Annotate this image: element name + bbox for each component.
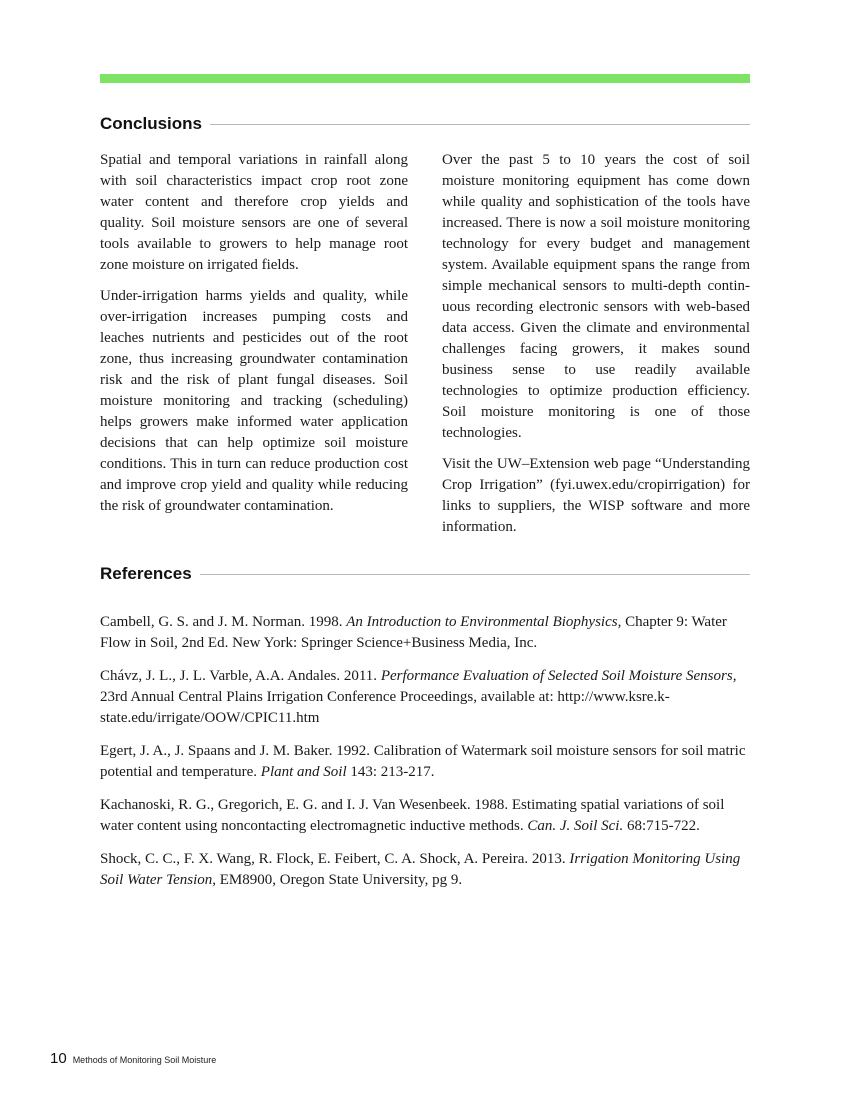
conclusions-paragraph: Spatial and temporal variations in rainfall along with soil characteristics impact crop root zone water content and therefore crop yields and quality. Soil moisture sensors are one of several tools available to growers to help manage root zone moisture on irrigated fields. xyxy=(100,152,408,273)
reference-item xyxy=(100,666,750,729)
reference-item xyxy=(100,795,750,837)
references-heading-rule xyxy=(200,574,750,575)
reference-text: Chávz, J. L., J. L. Varble, A.A. Andales. 2011. xyxy=(100,668,381,684)
reference-text: Chapter 9: Water Flow in Soil, 2nd Ed. New York: Springer Science+Business Media, Inc. xyxy=(100,614,727,651)
references-heading xyxy=(100,564,750,584)
reference-text: Egert, J. A., J. Spaans and J. M. Baker. 1992. Calibration of Watermark soil moisture sensors for soil matric potential and temperature. xyxy=(100,743,746,780)
reference-item xyxy=(100,849,750,891)
references-list xyxy=(100,612,750,903)
reference-text: Shock, C. C., F. X. Wang, R. Flock, E. Feibert, C. A. Shock, A. Pereira. 2013. xyxy=(100,851,570,867)
conclusions-heading-rule xyxy=(210,124,750,125)
reference-text: 68:715-722. xyxy=(623,818,700,834)
reference-text: 23rd Annual Central Plains Irrigation Conference Proceedings, available at: http://www.ksre.k-state.edu/irrigate/OOW/CPIC11.htm xyxy=(100,689,670,726)
reference-text: Kachanoski, R. G., Gregorich, E. G. and I. J. Van Wesenbeek. 1988. Estimating spatial variations of soil water content using noncontacting electromagnetic inductive methods. xyxy=(100,797,725,834)
conclusions-heading xyxy=(100,114,750,134)
reference-item xyxy=(100,612,750,654)
reference-title: Plant and Soil xyxy=(260,764,347,780)
reference-title: Performance Evaluation of Selected Soil Moisture Sensors, xyxy=(380,668,737,684)
reference-text: Cambell, G. S. and J. M. Norman. 1998. xyxy=(100,614,347,630)
reference-text: 143: 213-217. xyxy=(346,764,435,780)
conclusions-paragraph: Visit the UW–Extension web page “Understanding Crop Irrigation” (fyi.uwex.edu/cropirrigation) for links to suppliers, the WISP software and more information. xyxy=(442,456,750,535)
reference-title: Can. J. Soil Sci. xyxy=(527,818,624,834)
reference-item xyxy=(100,741,750,783)
conclusions-paragraph: Under-irrigation harms yields and quality, while over-irrigation increases pumping costs and leaches nutrients and pesticides out of the root zone, thus increasing groundwater contamination risk and the risk of plant fungal diseases. Soil moisture monitoring and tracking (scheduling) helps growers make informed water application decisions that can help optimize soil moisture conditions. This in turn can reduce production cost and improve crop yield and quality while reducing the risk of groundwater contamination. xyxy=(100,288,408,514)
reference-title: Irrigation Monitoring Using Soil Water Tension, xyxy=(100,851,741,888)
conclusions-right-column xyxy=(442,150,750,548)
conclusions-left-column xyxy=(100,150,408,527)
top-accent-bar xyxy=(100,74,750,83)
reference-title: An Introduction to Environmental Biophysics, xyxy=(346,614,622,630)
page-footer xyxy=(50,1050,216,1067)
references-heading-text: References xyxy=(100,564,192,583)
running-title: Methods of Monitoring Soil Moisture xyxy=(72,1055,217,1065)
conclusions-paragraph: Over the past 5 to 10 years the cost of soil moisture monitoring equipment has come down while quality and sophistication of the tools have increased. There is now a soil moisture monitoring technology for every budget and management system. Available equipment spans the range from simple mechanical sensors to multi-depth continuous recording electronic sensors with web-based data access. Given the climate and environmental challenges facing growers, it makes sound business sense to use readily available technologies to optimize production efficiency. Soil moisture monitoring is one of those technologies. xyxy=(442,152,750,441)
page-number: 10 xyxy=(50,1050,67,1067)
conclusions-heading-text: Conclusions xyxy=(100,114,203,133)
reference-text: EM8900, Oregon State University, pg 9. xyxy=(216,872,463,888)
